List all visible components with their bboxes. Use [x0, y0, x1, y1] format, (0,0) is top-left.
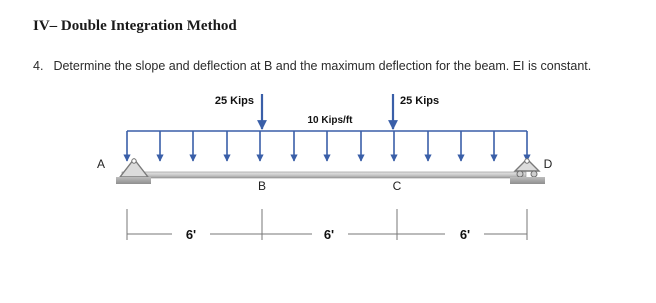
point-load-b-label: 25 Kips — [214, 95, 254, 107]
point-b-label: B — [257, 179, 267, 193]
distributed-load-label: 10 Kips/ft — [307, 115, 353, 126]
span-cd-label: 6' — [459, 227, 471, 242]
roller-support-ground — [510, 177, 545, 184]
point-load-c-label: 25 Kips — [400, 95, 440, 107]
point-c-label: C — [392, 179, 402, 193]
pin-support-a — [116, 159, 151, 184]
span-ab-label: 6' — [185, 227, 197, 242]
pin-support-pin — [132, 159, 136, 163]
pin-support-ground — [116, 177, 151, 184]
distributed-load-arrows — [127, 131, 527, 161]
problem-text: Determine the slope and deflection at B and the maximum deflection for the beam. EI is constant. — [53, 59, 592, 73]
problem-number: 4. — [33, 59, 44, 73]
section-heading: IV– Double Integration Method — [33, 18, 237, 34]
roller-support-d — [510, 159, 545, 184]
point-d-label: D — [543, 157, 553, 171]
roller-support-wheel-left — [517, 171, 523, 177]
roller-support-pin — [525, 159, 529, 163]
beam — [122, 172, 526, 178]
point-a-label: A — [96, 157, 106, 171]
roller-support-wheel-right — [531, 171, 537, 177]
distributed-load — [127, 131, 527, 161]
span-bc-label: 6' — [323, 227, 335, 242]
